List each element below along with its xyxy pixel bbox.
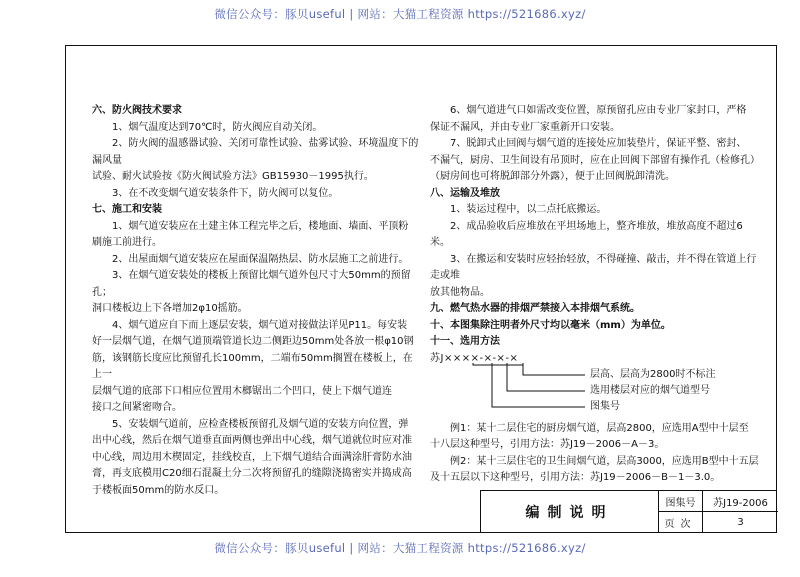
section-heading: 十一、选用方法 <box>430 336 500 347</box>
watermark-bottom: 微信公众号：豚贝useful | 网站：大猫工程资源 https://521686.xyz/ <box>214 541 586 555</box>
paragraph-line: 膏，再支底模用C20细石混凝土分二次将预留孔的缝隙浇捣密实并捣成高 <box>92 468 412 479</box>
paragraph-line: 于楼板面50mm的防水反口。 <box>92 484 225 496</box>
example-line: 及十五层以下这种型号，引用方法：苏J19－2006－B－1－3.0。 <box>430 472 721 483</box>
paragraph-line: 3、在烟气道安装处的楼板上预留比烟气道外包尺寸大50mm的预留孔； <box>92 270 411 298</box>
paragraph-line: 筋，该钢筋长度应比预留孔长100mm，二端布50mm搁置在楼板上，在上一 <box>92 352 413 380</box>
paragraph-line: 放其他物品。 <box>430 286 490 298</box>
code-label-atlas-number: 图集号 <box>590 400 620 412</box>
paragraph-line: 7、脱卸式止回阀与烟气道的连接处应加装垫片，保证平整、密封、 <box>450 138 747 149</box>
paragraph-line: 4、烟气道应自下而上逐层安装，烟气道对接做法详见P11。每安装 <box>112 319 408 331</box>
section-heading: 十、本图集除注明者外尺寸均以毫米（mm）为单位。 <box>430 319 671 331</box>
page-number: 3 <box>737 517 744 528</box>
title-block <box>480 490 777 533</box>
paragraph-line: 中心线，周边用木楔固定，挂线校直，上下烟气道结合面满涂肝膏防水油 <box>92 451 412 463</box>
atlas-number-value: 苏J19-2006 <box>703 491 778 512</box>
paragraph-line: 5、安装烟气道前，应检查楼板预留孔及烟气道的安装方向位置，弹 <box>112 418 409 430</box>
paragraph-line: 好一层烟气道，在烟气道顶端管道长边二侧距边50mm处各放一根φ10钢 <box>92 336 414 347</box>
example-line: 例1：某十二层住宅的厨房烟气道，层高2800，应选用A型中十层至 <box>450 422 749 434</box>
selection-code: 苏J××××-×-×-× <box>430 352 519 364</box>
paragraph-line: 3、在不改变烟气道安装条件下，防火阀可以复位。 <box>112 187 339 199</box>
paragraph-line: 试验、耐火试验按《防火阀试验方法》GB15930－1995执行。 <box>92 171 374 182</box>
paragraph-line: 出中心线，然后在烟气道垂直面两侧也弹出中心线，烟气道就位时应对准 <box>92 435 412 446</box>
right-column <box>430 103 760 487</box>
drawing-title: 编制说明 <box>481 491 659 533</box>
paragraph-line: 3、在搬运和安装时应轻抬轻放，不得碰撞、敲击，并不得在管道上行走或堆 <box>430 253 757 281</box>
leader-line-floor-height <box>523 363 585 375</box>
paragraph-line: 1、烟气道安装应在土建主体工程完毕之后，楼地面、墙面、平顶粉 <box>112 220 409 232</box>
paragraph-line: 层烟气道的底部下口相应位置用木榔锯出二个凹口，使上下烟气道连 <box>92 385 392 397</box>
code-label-floor-height: 层高、层高为2800时不标注 <box>590 368 716 380</box>
paragraph-line: 1、装运过程中，以二点托底搬运。 <box>450 204 607 215</box>
paragraph-line: 接口之间紧密吻合。 <box>92 402 182 413</box>
watermark-top: 微信公众号：豚贝useful | 网站：大猫工程资源 https://521686.xyz/ <box>214 7 586 21</box>
section-heading: 六、防火阀技术要求 <box>92 105 182 116</box>
paragraph-line: 不漏气，厨房、卫生间设有吊顶时，应在止回阀下部留有操作孔（检修孔） <box>430 154 760 166</box>
paragraph-line: 2、防火阀的温感器试验、关闭可靠性试验、盐雾试验、环境温度下的漏风量 <box>92 138 419 166</box>
paragraph-line: 保证不漏风，并由专业厂家重新开口安装。 <box>430 121 620 133</box>
example-line: 十八层这种型号，引用方法：苏J19－2006－A－3。 <box>430 439 665 450</box>
selection-code-diagram <box>430 351 760 421</box>
code-label-model: 选用楼层对应的烟气道型号 <box>590 384 710 396</box>
paragraph-line: 刷施工前进行。 <box>92 237 162 248</box>
atlas-number-label: 图集号 <box>659 491 703 512</box>
section-heading: 九、燃气热水器的排烟严禁接入本排烟气系统。 <box>430 303 640 314</box>
paragraph-line: 2、成品验收后应堆放在平坦场地上，整齐堆放，堆放高度不超过6米。 <box>430 220 743 248</box>
left-column <box>92 103 422 499</box>
paragraph-line: 1、烟气温度达到70℃时，防火阀应自动关闭。 <box>112 121 323 133</box>
paragraph-line: 2、出屋面烟气道安装应在屋面保温隔热层、防水层施工之前进行。 <box>112 253 409 265</box>
leader-line-model <box>507 363 585 391</box>
paragraph-line: 洞口楼板边上下各增加2φ10摇筋。 <box>92 303 248 314</box>
example-line: 例2：某十三层住宅的卫生间烟气道，层高3000，应选用B型中十五层 <box>450 455 759 467</box>
section-heading: 八、运输及堆放 <box>430 187 500 199</box>
page-label: 页次 <box>659 512 703 533</box>
paragraph-line: 6、烟气道进气口如需改变位置，原预留孔应由专业厂家封口，严格 <box>450 105 747 116</box>
leader-line-atlas-number <box>492 363 585 407</box>
paragraph-line: （厨房间也可将脱卸部分外露），便于止回阀脱卸清洗。 <box>430 171 675 182</box>
section-heading: 七、施工和安装 <box>92 204 162 215</box>
